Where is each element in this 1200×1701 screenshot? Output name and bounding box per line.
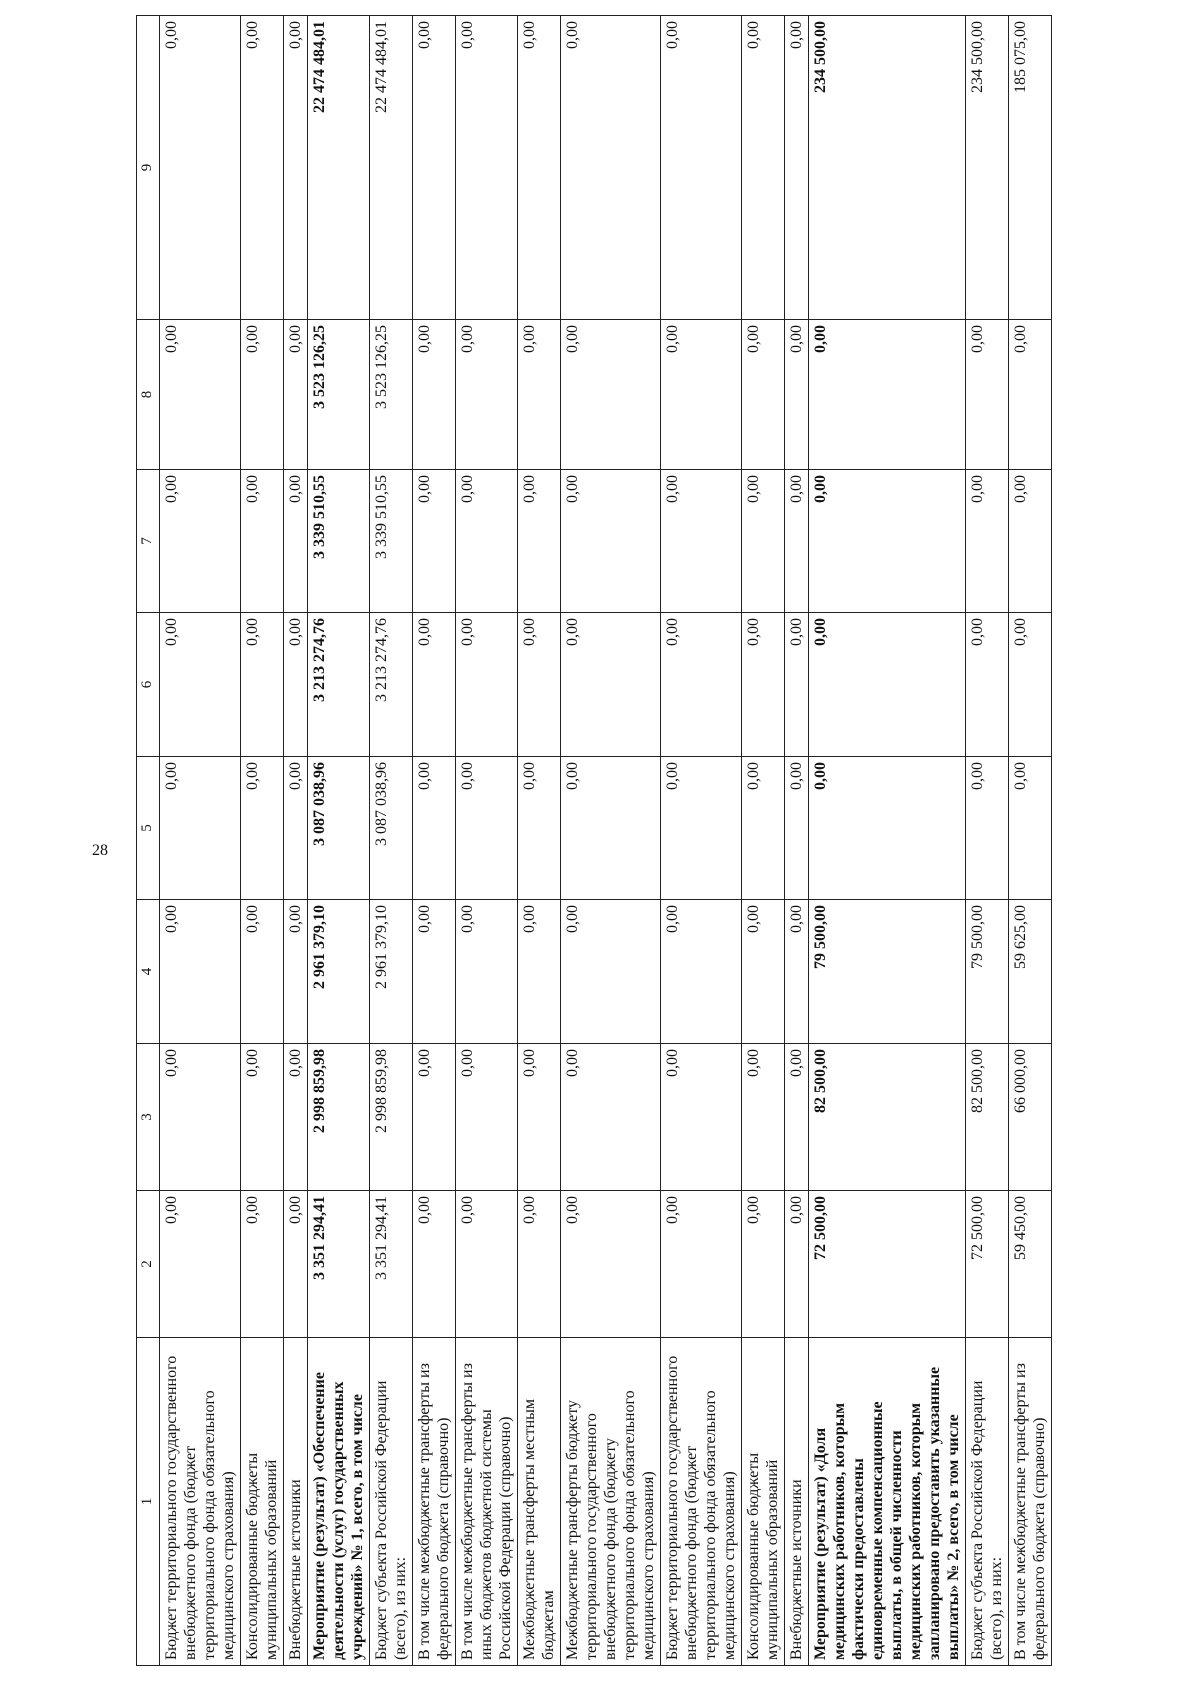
value-cell: 0,00 [966,757,1009,900]
value-cell: 0,00 [1009,613,1052,757]
value-cell: 0,00 [742,470,785,613]
row-label: Внебюджетные источники [284,1338,308,1666]
value-cell: 0,00 [284,613,308,757]
table-row [241,16,284,1666]
row-label: Консолидированные бюджеты муниципальных образований [742,1338,785,1666]
value-cell: 0,00 [160,16,241,320]
column-header: 5 [137,757,160,900]
table-row [809,16,966,1666]
value-cell: 0,00 [561,1191,661,1338]
table-row [661,16,742,1666]
value-cell: 3 339 510,55 [308,470,370,613]
table-body [137,16,1052,1666]
value-cell: 2 961 379,10 [370,900,413,1044]
value-cell: 0,00 [661,470,742,613]
value-cell: 0,00 [284,320,308,470]
value-cell: 0,00 [518,1191,561,1338]
value-cell: 0,00 [561,757,661,900]
value-cell: 3 523 126,25 [370,320,413,470]
value-cell: 0,00 [561,470,661,613]
value-cell: 79 500,00 [966,900,1009,1044]
value-cell: 0,00 [966,613,1009,757]
row-label: Бюджет субъекта Российской Федерации (всего), из них: [966,1338,1009,1666]
value-cell: 0,00 [284,757,308,900]
value-cell: 0,00 [160,757,241,900]
row-label: Бюджет территориального государственного внебюджетного фонда (бюджет территориального фонда обязательного медицинского страхования) [160,1338,241,1666]
value-cell: 82 500,00 [966,1044,1009,1191]
row-label: Межбюджетные трансферты бюджету территориального государственного внебюджетного фонда (бюджету территориального фонда обязательного медицинского страхования) [561,1338,661,1666]
value-cell: 59 625,00 [1009,900,1052,1044]
value-cell: 0,00 [160,613,241,757]
value-cell: 0,00 [785,320,809,470]
value-cell: 0,00 [241,900,284,1044]
value-cell: 3 087 038,96 [308,757,370,900]
column-header: 8 [137,320,160,470]
value-cell: 0,00 [413,320,456,470]
value-cell: 72 500,00 [809,1191,966,1338]
value-cell: 3 213 274,76 [308,613,370,757]
value-cell: 22 474 484,01 [308,16,370,320]
value-cell: 0,00 [742,613,785,757]
value-cell: 0,00 [966,320,1009,470]
value-cell: 0,00 [785,613,809,757]
value-cell: 0,00 [284,1191,308,1338]
table-row [785,16,809,1666]
value-cell: 0,00 [241,757,284,900]
value-cell: 0,00 [785,900,809,1044]
value-cell: 0,00 [518,757,561,900]
column-header: 1 [137,1338,160,1666]
value-cell: 0,00 [742,900,785,1044]
value-cell: 0,00 [1009,470,1052,613]
value-cell: 0,00 [785,16,809,320]
value-cell: 0,00 [284,16,308,320]
value-cell: 3 523 126,25 [308,320,370,470]
value-cell: 0,00 [284,470,308,613]
value-cell: 0,00 [518,1044,561,1191]
value-cell: 0,00 [241,1044,284,1191]
value-cell: 0,00 [241,613,284,757]
value-cell: 3 351 294,41 [308,1191,370,1338]
table-row [456,16,518,1666]
value-cell: 0,00 [413,16,456,320]
value-cell: 59 450,00 [1009,1191,1052,1338]
column-header: 4 [137,900,160,1044]
row-label: Мероприятие (результат) «Доля медицинских работников, которым фактически предоставлены единовременные компенсационные выплаты, в общей численности медицинских работников, которым запланировано предоставить указанные выплаты» № 2, всего, в том числе [809,1338,966,1666]
value-cell: 82 500,00 [809,1044,966,1191]
column-header: 3 [137,1044,160,1191]
value-cell: 3 087 038,96 [370,757,413,900]
table-row [160,16,241,1666]
value-cell: 0,00 [413,613,456,757]
column-header: 2 [137,1191,160,1338]
table-row [742,16,785,1666]
value-cell: 0,00 [413,757,456,900]
value-cell: 0,00 [661,613,742,757]
value-cell: 0,00 [785,1191,809,1338]
value-cell: 0,00 [561,900,661,1044]
value-cell: 0,00 [160,900,241,1044]
table-row [561,16,661,1666]
value-cell: 0,00 [456,470,518,613]
value-cell: 0,00 [160,1191,241,1338]
value-cell: 0,00 [742,320,785,470]
row-label: В том числе межбюджетные трансферты из иных бюджетов бюджетной системы Российской Федерации (справочно) [456,1338,518,1666]
table-header-row [137,16,160,1666]
table-row [966,16,1009,1666]
value-cell: 72 500,00 [966,1191,1009,1338]
value-cell: 3 213 274,76 [370,613,413,757]
value-cell: 0,00 [241,470,284,613]
value-cell: 0,00 [785,1044,809,1191]
value-cell: 0,00 [809,613,966,757]
value-cell: 0,00 [1009,757,1052,900]
value-cell: 3 339 510,55 [370,470,413,613]
value-cell: 0,00 [561,1044,661,1191]
value-cell: 0,00 [561,16,661,320]
value-cell: 0,00 [518,320,561,470]
value-cell: 0,00 [241,320,284,470]
value-cell: 0,00 [561,613,661,757]
value-cell: 0,00 [456,757,518,900]
value-cell: 0,00 [809,320,966,470]
value-cell: 0,00 [413,470,456,613]
value-cell: 0,00 [1009,320,1052,470]
value-cell: 0,00 [809,470,966,613]
value-cell: 0,00 [456,613,518,757]
column-header: 7 [137,470,160,613]
value-cell: 0,00 [413,1191,456,1338]
row-label: В том числе межбюджетные трансферты из федерального бюджета (справочно) [1009,1338,1052,1666]
value-cell: 0,00 [742,1191,785,1338]
value-cell: 0,00 [241,16,284,320]
column-header: 6 [137,613,160,757]
value-cell: 234 500,00 [809,16,966,320]
rotated-table-wrapper [136,16,1186,1666]
row-label: Бюджет субъекта Российской Федерации (всего), из них: [370,1338,413,1666]
value-cell: 0,00 [284,900,308,1044]
table-row [518,16,561,1666]
value-cell: 2 961 379,10 [308,900,370,1044]
value-cell: 0,00 [241,1191,284,1338]
value-cell: 0,00 [284,1044,308,1191]
value-cell: 0,00 [742,757,785,900]
value-cell: 0,00 [785,470,809,613]
row-label: Межбюджетные трансферты местным бюджетам [518,1338,561,1666]
value-cell: 0,00 [456,900,518,1044]
value-cell: 0,00 [456,16,518,320]
value-cell: 0,00 [661,1044,742,1191]
value-cell: 0,00 [785,757,809,900]
value-cell: 0,00 [809,757,966,900]
value-cell: 0,00 [518,470,561,613]
table-row [284,16,308,1666]
value-cell: 66 000,00 [1009,1044,1052,1191]
value-cell: 0,00 [518,613,561,757]
value-cell: 0,00 [742,1044,785,1191]
value-cell: 0,00 [742,16,785,320]
table-row [1009,16,1052,1666]
column-header: 9 [137,16,160,320]
table-row [308,16,370,1666]
value-cell: 0,00 [661,757,742,900]
value-cell: 2 998 859,98 [370,1044,413,1191]
value-cell: 0,00 [661,900,742,1044]
table-row [413,16,456,1666]
value-cell: 0,00 [160,320,241,470]
value-cell: 0,00 [456,320,518,470]
row-label: Мероприятие (результат) «Обеспечение деятельности (услуг) государственных учреждений» № 1, всего, в том числе [308,1338,370,1666]
value-cell: 0,00 [561,320,661,470]
value-cell: 22 474 484,01 [370,16,413,320]
row-label: Бюджет территориального государственного внебюджетного фонда (бюджет территориального фонда обязательного медицинского страхования) [661,1338,742,1666]
table-row [370,16,413,1666]
row-label: Консолидированные бюджеты муниципальных образований [241,1338,284,1666]
value-cell: 0,00 [160,1044,241,1191]
value-cell: 0,00 [661,320,742,470]
budget-table [136,15,1052,1666]
value-cell: 79 500,00 [809,900,966,1044]
value-cell: 0,00 [661,16,742,320]
value-cell: 0,00 [160,470,241,613]
value-cell: 2 998 859,98 [308,1044,370,1191]
value-cell: 0,00 [661,1191,742,1338]
value-cell: 0,00 [456,1044,518,1191]
value-cell: 234 500,00 [966,16,1009,320]
row-label: Внебюджетные источники [785,1338,809,1666]
value-cell: 0,00 [413,1044,456,1191]
value-cell: 185 075,00 [1009,16,1052,320]
page-number: 28 [92,842,108,859]
value-cell: 3 351 294,41 [370,1191,413,1338]
value-cell: 0,00 [966,470,1009,613]
value-cell: 0,00 [518,16,561,320]
value-cell: 0,00 [518,900,561,1044]
row-label: В том числе межбюджетные трансферты из федерального бюджета (справочно) [413,1338,456,1666]
value-cell: 0,00 [413,900,456,1044]
value-cell: 0,00 [456,1191,518,1338]
